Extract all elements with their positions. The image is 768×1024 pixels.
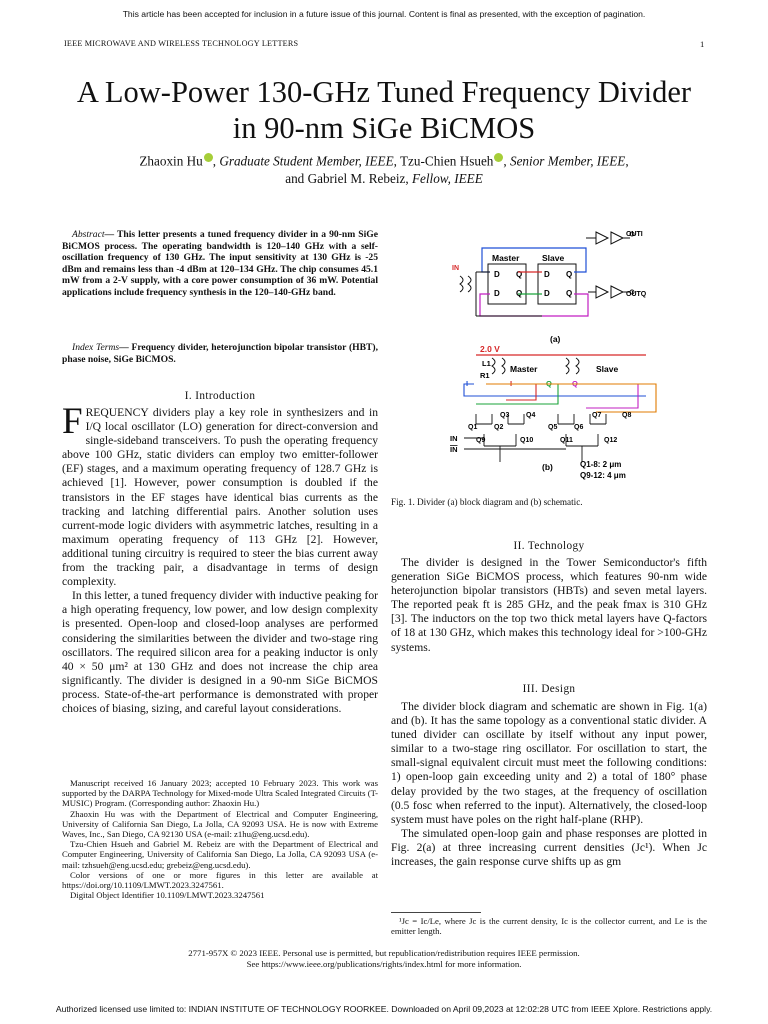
- q11-label: Q11: [560, 437, 573, 444]
- footnote-rule: [391, 912, 481, 915]
- drop-cap: F: [62, 401, 83, 442]
- page-number: 1: [700, 39, 705, 49]
- footnote-author-2-3: Tzu-Chien Hsueh and Gabriel M. Rebeiz are with the Department of Electrical and Computer Engineering, University of California San Diego, La Jolla, CA 92093 USA (e-mail: tzhsueh@eng.ucsd.edu; grebeiz@eng.ucsd.edu).: [62, 839, 378, 870]
- size-q9-12: Q9-12: 4 μm: [580, 471, 626, 480]
- footnotes: [62, 778, 378, 900]
- section-heading-design: III. Design: [522, 683, 576, 695]
- i-label: I: [510, 379, 513, 388]
- copyright-line-2: See https://www.ieee.org/publications/rights/index.html for more information.: [246, 959, 522, 969]
- out-q-label: OUTQ: [626, 291, 647, 298]
- svg-text:D: D: [494, 289, 500, 298]
- label-a: (a): [550, 334, 561, 344]
- design-text: [391, 700, 707, 869]
- size-q1-8: Q1-8: 2 μm: [580, 460, 622, 469]
- footnote-author-1: Zhaoxin Hu was with the Department of Electrical and Computer Engineering, University of California San Diego, La Jolla, CA 92093 USA. He is now with Extreme Waves, Inc., San Diego, CA 92130 USA (e-mail: z1hu@eng.ucsd.edu).: [62, 808, 378, 840]
- copyright-line-1: 2771-957X © 2023 IEEE. Personal use is permitted, but republication/redistribution requires IEEE permission.: [188, 948, 580, 958]
- q5-label: Q5: [548, 424, 558, 431]
- in-label-a: IN: [452, 265, 459, 272]
- footnote-manuscript: Manuscript received 16 January 2023; accepted 10 February 2023. This work was supported by the DARPA Technology for Mixed-mode Ultra Scaled Integrated Circuits (T-MUSIC) Program. (Corresponding author: Zhaoxin Hu.): [62, 778, 378, 809]
- q-label: Q: [546, 379, 552, 388]
- title-line-1: A Low-Power 130-GHz Tuned Frequency Divider: [76, 75, 692, 109]
- svg-text:Q: Q: [566, 270, 573, 279]
- design-paragraph-2: The simulated open-loop gain and phase responses are plotted in Fig. 2(a) at three increasing current densities (Jc¹). When Jc increases, the gain response curve shifts up as gm: [391, 826, 707, 869]
- section-heading-intro: I. Introduction: [184, 390, 256, 402]
- q6-label: Q6: [574, 424, 584, 431]
- in-label-b: IN: [450, 434, 458, 443]
- index-terms-text: Frequency divider, heterojunction bipolar transistor (HBT), phase noise, SiGe BiCMOS.: [62, 342, 379, 365]
- section-heading-technology: II. Technology: [513, 540, 585, 552]
- intro-text: [62, 401, 378, 716]
- out-i-label: OUTI: [626, 231, 643, 238]
- index-terms-label: Index Terms: [72, 342, 120, 353]
- author-3-name: and Gabriel M. Rebeiz,: [285, 171, 409, 187]
- intro-paragraph-1: REQUENCY dividers play a key role in synthesizers and in I/Q local oscillator (LO) generation for direct-conversion and single-sideband transceivers. To push the operating frequency above 100 GHz, static dividers can employ two emitter-follower (EF) stages, and a maximum operating frequency of 128.7 GHz is achieved [1]. However, power consumption is doubled if the transistors in the EF stages have identical bias currents as the tracking and latching differential pairs. Another solution uses current-mode logic dividers with asymmetric latches, resulting in a maximum operating frequency of 113 GHz [2]. However, additional tuning circuitry is required to steer the bias current away from the tracking pair, a disadvantage in terms of design complexity.: [62, 406, 378, 589]
- r1-label: R1: [480, 371, 490, 380]
- svg-text:D: D: [544, 270, 550, 279]
- q7-label: Q7: [592, 412, 602, 419]
- author-1-name: Zhaoxin Hu: [139, 153, 203, 169]
- l1-label: L1: [482, 359, 491, 368]
- block-diagram: [452, 231, 647, 344]
- footnote-jc: [391, 916, 707, 936]
- author-1-role: Graduate Student Member, IEEE: [219, 153, 394, 169]
- copyright-notice: [62, 948, 706, 970]
- svg-text:D: D: [544, 289, 550, 298]
- orcid-icon[interactable]: [204, 153, 213, 162]
- running-head: IEEE MICROWAVE AND WIRELESS TECHNOLOGY LETTERS: [64, 39, 299, 48]
- schematic: [450, 344, 656, 480]
- svg-text:Q: Q: [566, 289, 573, 298]
- abstract-text: This letter presents a tuned frequency divider in a 90-nm SiGe BiCMOS process. The operating bandwidth is 120–140 GHz with a self-oscillation frequency of 130 GHz. The input sensitivity at 130 GHz is -25 dBm and remains less than -4 dBm at 120–134 GHz. The chip consumes 45.1 mW from a 2-V supply, with a core power consumption of 36 mW. Potential applications include frequency synthesis in the 120–140-GHz band.: [62, 229, 378, 298]
- figure-caption: Fig. 1. Divider (a) block diagram and (b) schematic.: [391, 497, 583, 507]
- orcid-icon[interactable]: [494, 153, 503, 162]
- i-bar-label: I: [466, 379, 469, 388]
- license-footer: Authorized licensed use limited to: INDIAN INSTITUTE OF TECHNOLOGY ROORKEE. Downloaded on April 09,2023 at 12:02:28 UTC from IEEE Xplore. Restrictions apply.: [55, 1004, 713, 1014]
- abstract: Abstract— This letter presents a tuned frequency divider in a 90-nm SiGe BiCMOS process. The operating bandwidth is 120–140 GHz with a self-oscillation frequency of 130 GHz. The input sensitivity at 130 GHz is -25 dBm and remains less than -4 dBm at 120–134 GHz. The chip consumes 45.1 mW from a 2-V supply, with a core power consumption of 36 mW. Potential applications include frequency synthesis in the 120–140-GHz band.: [62, 229, 378, 298]
- in-bar-label-b: IN: [450, 445, 458, 454]
- title-line-2: in 90-nm SiGe BiCMOS: [232, 111, 536, 145]
- paper-title: [40, 74, 728, 146]
- slave-label: Slave: [542, 253, 565, 263]
- svg-text:D: D: [494, 270, 500, 279]
- intro-paragraph-2: In this letter, a tuned frequency divider with inductive peaking for a high operating frequency, low power, and low design complexity is presented. Open-loop and closed-loop analyses are performed considering the similarities between the divider and two-stage ring oscillators. The required silicon area for a peaking inductor is only 40 × 50 μm² at 130 GHz and does not increase the chip area significantly. The divider is designed in a 90-nm SiGe BiCMOS process. State-of-the-art performance is demonstrated with proper choices of biasing, sizing, and careful layout considerations.: [62, 589, 378, 715]
- svg-text:Q: Q: [516, 289, 523, 298]
- footnote-doi: Digital Object Identifier 10.1109/LMWT.2023.3247561: [70, 890, 265, 901]
- q9-label: Q9: [476, 437, 486, 444]
- technology-paragraph: The divider is designed in the Tower Semiconductor's fifth generation SiGe BiCMOS process, which features 90-nm wide heterojunction bipolar transistors (HBTs) and seven metal layers. The reported peak ft is 285 GHz, and the peak fmax is 310 GHz [3]. The inductors on the top two thick metal layers have Q-factors of 18 at 130 GHz, which makes this technology ideal for >100-GHz systems.: [391, 556, 707, 654]
- label-b: (b): [542, 462, 553, 472]
- q-bar-label: Q: [572, 379, 578, 388]
- divider-figure: [446, 224, 666, 490]
- abstract-label: Abstract: [72, 229, 105, 240]
- design-paragraph-1: The divider block diagram and schematic are shown in Fig. 1(a) and (b). It has the same topology as a conventional static divider. A tuned divider can oscillate by itself without any input power, similar to a two-stage ring oscillator. For oscillation to start, the small-signal equivalent circuit must meet the following conditions: 1) open-loop gain exceeding unity and 2) a total of 180° phase delay provided by the two stages, at the frequency of oscillation (0.5 fosc when referred to the input). Alternatively, the closed-loop system must have poles on the right half-plane (RHP).: [391, 700, 707, 826]
- master-label-b: Master: [510, 364, 538, 374]
- svg-text:Q: Q: [516, 270, 523, 279]
- author-block: Zhaoxin Hu , Graduate Student Member, IEEE, Tzu-Chien Hsueh , Senior Member, IEEE, and Gabriel M. Rebeiz, Fellow, IEEE: [139, 153, 629, 187]
- author-2-role: Senior Member, IEEE: [509, 153, 626, 169]
- q12-label: Q12: [604, 437, 618, 444]
- acceptance-banner: This article has been accepted for inclusion in a future issue of this journal. Content is final as presented, with the exception of pagination.: [122, 9, 646, 19]
- author-3-role: Fellow, IEEE: [411, 171, 483, 187]
- supply-label: 2.0 V: [480, 344, 500, 354]
- q8-label: Q8: [622, 412, 632, 419]
- q2-label: Q2: [494, 424, 504, 431]
- q3-label: Q3: [500, 412, 510, 419]
- master-label: Master: [492, 253, 520, 263]
- q4-label: Q4: [526, 412, 536, 419]
- index-terms: Index Terms— Frequency divider, heterojunction bipolar transistor (HBT), phase noise, SiGe BiCMOS.: [62, 342, 379, 365]
- slave-label-b: Slave: [596, 364, 619, 374]
- q1-label: Q1: [468, 424, 478, 431]
- footnote-jc-text: ¹Jc = Ic/Le, where Jc is the current density, Ic is the collector current, and Le is the emitter length.: [391, 916, 707, 937]
- q10-label: Q10: [520, 437, 534, 444]
- technology-text: [391, 556, 707, 655]
- footnote-color: Color versions of one or more figures in this letter are available at https://doi.org/10.1109/LMWT.2023.3247561.: [62, 869, 378, 891]
- author-2-name: Tzu-Chien Hsueh: [400, 153, 494, 169]
